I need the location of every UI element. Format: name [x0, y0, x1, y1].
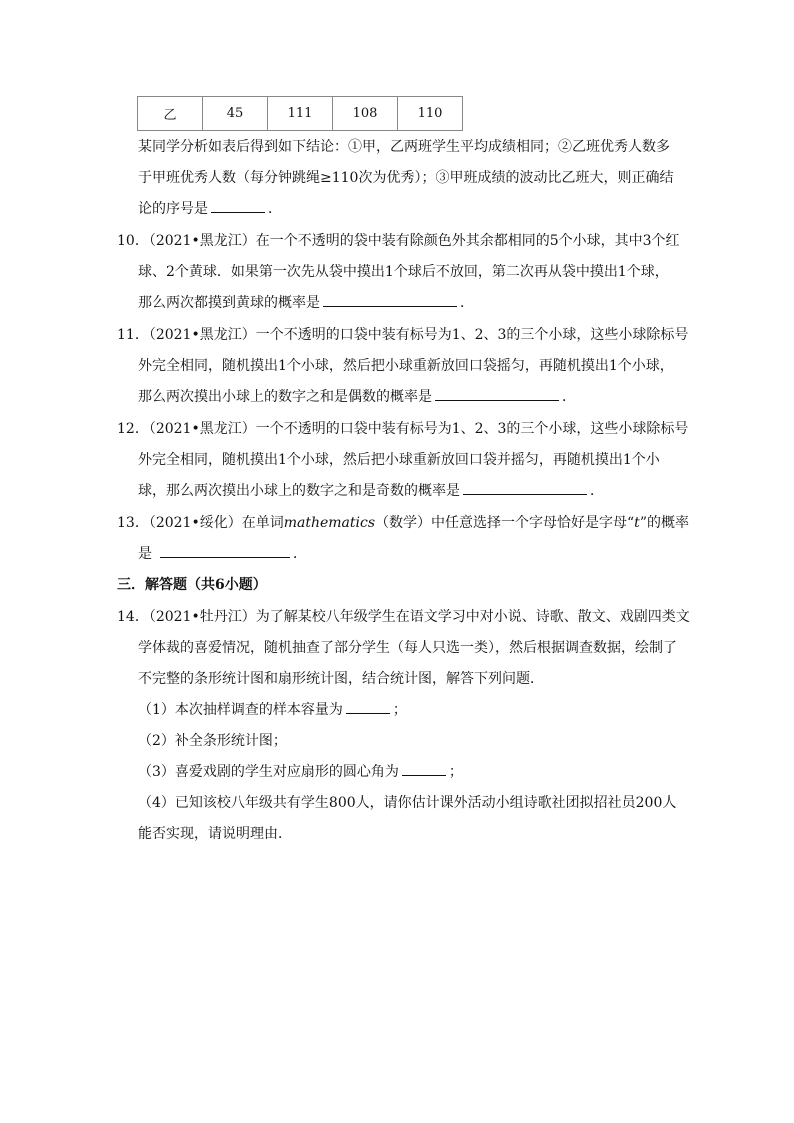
table-cell: 110	[398, 97, 463, 131]
question-10: 10．（2021•黑龙江）在一个不透明的袋中装有除颜色外其余都相同的5个小球，其中3个红 球、2个黄球．如果第一次先从袋中摸出1个球后不放回，第二次再从袋中摸出1个球， 那么两次都摸到黄球的概率是 ．	[117, 233, 680, 311]
question-9-conclusion: 某同学分析如表后得到如下结论：①甲，乙两班学生平均成绩相同；②乙班优秀人数多 于甲班优秀人数（每分钟跳绳≥110次为优秀）；③甲班成绩的波动比乙班大，则正确结 论的序号是 ．	[138, 139, 674, 217]
score-table	[137, 96, 463, 131]
table-cell: 111	[268, 97, 333, 131]
answer-blank[interactable]	[346, 699, 390, 714]
answer-blank[interactable]	[160, 543, 290, 558]
table-cell-class: 乙	[138, 97, 203, 131]
table-cell: 108	[333, 97, 398, 131]
answer-blank[interactable]	[211, 198, 265, 213]
answer-blank[interactable]	[463, 480, 587, 495]
answer-blank[interactable]	[435, 386, 559, 401]
answer-blank[interactable]	[402, 761, 446, 776]
section-heading: 三．解答题（共6小题）	[117, 577, 267, 593]
answer-blank[interactable]	[323, 292, 457, 307]
question-13: 13．（2021•绥化）在单词mathematics（数学）中任意选择一个字母恰好是字母“t”的概率 是 ．	[117, 515, 689, 562]
word-mathematics: mathematics	[283, 515, 376, 531]
letter-t: t	[634, 515, 640, 531]
question-14: 14．（2021•牡丹江）为了解某校八年级学生在语文学习中对小说、诗歌、散文、戏剧四类文 学体裁的喜爱情况，随机抽查了部分学生（每人只选一类），然后根据调查数据，绘制了 不完整的条形统计图和扇形统计图，结合统计图，解答下列问题． （1）本次抽样调查的样本容量为 ； （2）补全条形统计图； （3）喜爱戏剧的学生对应扇形的圆心角为 ； （4）已知该校八年级共有学生800人，请你估计课外活动小组诗歌社团拟招社员200人 能否实现，请说明理由．	[117, 609, 690, 842]
question-12: 12．（2021•黑龙江）一个不透明的口袋中装有标号为1、2、3的三个小球，这些小球除标号 外完全相同，随机摸出1个小球，然后把小球重新放回口袋并摇匀，再随机摸出1个小 球，那么两次摸出小球上的数字之和是奇数的概率是 ．	[117, 421, 689, 499]
table-row	[138, 97, 463, 131]
question-11: 11．（2021•黑龙江）一个不透明的口袋中装有标号为1、2、3的三个小球，这些小球除标号 外完全相同，随机摸出1个小球，然后把小球重新放回口袋摇匀，再随机摸出1个小球， 那么两次摸出小球上的数字之和是偶数的概率是 ．	[117, 327, 689, 405]
table-cell: 45	[203, 97, 268, 131]
